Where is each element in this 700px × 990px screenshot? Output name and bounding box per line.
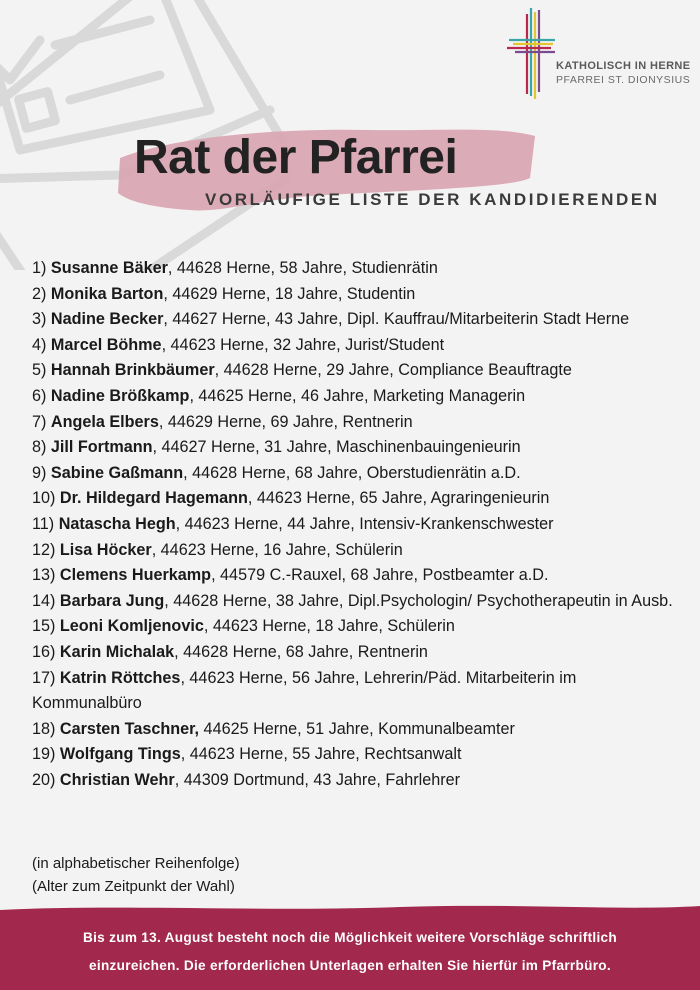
candidate-name: Natascha Hegh: [58, 514, 176, 533]
cross-logo-icon: [505, 6, 555, 101]
candidate-name: Marcel Böhme: [50, 335, 162, 354]
candidate-name: Barbara Jung: [59, 591, 165, 610]
list-item: 15) Leoni Komljenovic, 44623 Herne, 18 Jahre, Schülerin: [32, 617, 455, 636]
candidate-name: Dr. Hildegard Hagemann: [59, 489, 248, 508]
note-order: (in alphabetischer Reihenfolge): [32, 855, 240, 872]
list-item: 17) Katrin Röttches, 44623 Herne, 56 Jahre, Lehrerin/Päd. Mitarbeiterin im Kommunalbüro: [32, 668, 577, 713]
list-notes: [32, 852, 240, 898]
list-item: 1) Susanne Bäker, 44628 Herne, 58 Jahre, Studienrätin: [32, 259, 438, 277]
list-item: 18) Carsten Taschner, 44625 Herne, 51 Jahre, Kommunalbeamter: [32, 719, 515, 738]
list-item: 16) Karin Michalak, 44628 Herne, 68 Jahre, Rentnerin: [32, 642, 428, 661]
footer-banner: [0, 902, 700, 990]
list-item: 13) Clemens Huerkamp, 44579 C.-Rauxel, 68 Jahre, Postbeamter a.D.: [32, 566, 549, 585]
list-item: 9) Sabine Gaßmann, 44628 Herne, 68 Jahre, Oberstudienrätin a.D.: [32, 463, 521, 482]
candidate-name: Christian Wehr: [59, 770, 175, 789]
list-item: 3) Nadine Becker, 44627 Herne, 43 Jahre, Dipl. Kauffrau/Mitarbeiterin Stadt Herne: [32, 310, 630, 329]
footer-line-2: einzureichen. Die erforderlichen Unterlagen erhalten Sie hierfür im Pfarrbüro.: [89, 958, 611, 973]
list-item: 7) Angela Elbers, 44629 Herne, 69 Jahre, Rentnerin: [32, 412, 413, 431]
list-item: 12) Lisa Höcker, 44623 Herne, 16 Jahre, Schülerin: [32, 540, 403, 559]
candidate-name: Nadine Becker: [50, 310, 164, 329]
list-item: 8) Jill Fortmann, 44627 Herne, 31 Jahre, Maschinenbauingenieurin: [32, 438, 521, 457]
logo-line-primary: KATHOLISCH IN HERNE: [556, 60, 691, 72]
footer-notice: [0, 924, 700, 980]
candidate-name: Clemens Huerkamp: [59, 566, 212, 585]
candidate-name: Nadine Brößkamp: [50, 386, 190, 405]
list-item: 19) Wolfgang Tings, 44623 Herne, 55 Jahre, Rechtsanwalt: [32, 745, 462, 764]
candidate-name: Carsten Taschner,: [59, 719, 200, 738]
candidate-list: [32, 256, 682, 793]
list-item: 11) Natascha Hegh, 44623 Herne, 44 Jahre, Intensiv-Krankenschwester: [32, 514, 554, 533]
page-subtitle: VORLÄUFIGE LISTE DER KANDIDIERENDEN: [205, 190, 660, 209]
candidate-name: Wolfgang Tings: [59, 745, 181, 764]
list-item: 5) Hannah Brinkbäumer, 44628 Herne, 29 Jahre, Compliance Beauftragte: [32, 361, 572, 380]
list-item: 10) Dr. Hildegard Hagemann, 44623 Herne, 65 Jahre, Agraringenieurin: [32, 489, 550, 508]
list-item: 2) Monika Barton, 44629 Herne, 18 Jahre, Studentin: [32, 284, 416, 303]
candidate-name: Angela Elbers: [50, 412, 159, 431]
candidate-name: Leoni Komljenovic: [59, 617, 204, 636]
candidate-name: Katrin Röttches: [59, 668, 181, 687]
list-item: 20) Christian Wehr, 44309 Dortmund, 43 Jahre, Fahrlehrer: [32, 770, 460, 789]
candidate-name: Hannah Brinkbäumer: [50, 361, 215, 380]
list-item: 4) Marcel Böhme, 44623 Herne, 32 Jahre, Jurist/Student: [32, 335, 445, 354]
candidate-name: Susanne Bäker: [50, 259, 168, 277]
candidate-name: Jill Fortmann: [50, 438, 153, 457]
candidate-name: Sabine Gaßmann: [50, 463, 184, 482]
logo-line-secondary: PFARREI ST. DIONYSIUS: [556, 74, 691, 86]
page-title: Rat der Pfarrei: [134, 131, 458, 184]
candidate-name: Lisa Höcker: [59, 540, 152, 559]
note-age: (Alter zum Zeitpunkt der Wahl): [32, 878, 235, 895]
footer-line-1: Bis zum 13. August besteht noch die Möglichkeit weitere Vorschläge schriftlich: [82, 930, 618, 945]
list-item: 14) Barbara Jung, 44628 Herne, 38 Jahre, Dipl.Psychologin/ Psychotherapeutin in Ausb.: [32, 591, 673, 610]
candidate-name: Karin Michalak: [59, 642, 175, 661]
parish-logo: [505, 6, 695, 101]
list-item: 6) Nadine Brößkamp, 44625 Herne, 46 Jahre, Marketing Managerin: [32, 386, 526, 405]
candidate-name: Monika Barton: [50, 284, 164, 303]
